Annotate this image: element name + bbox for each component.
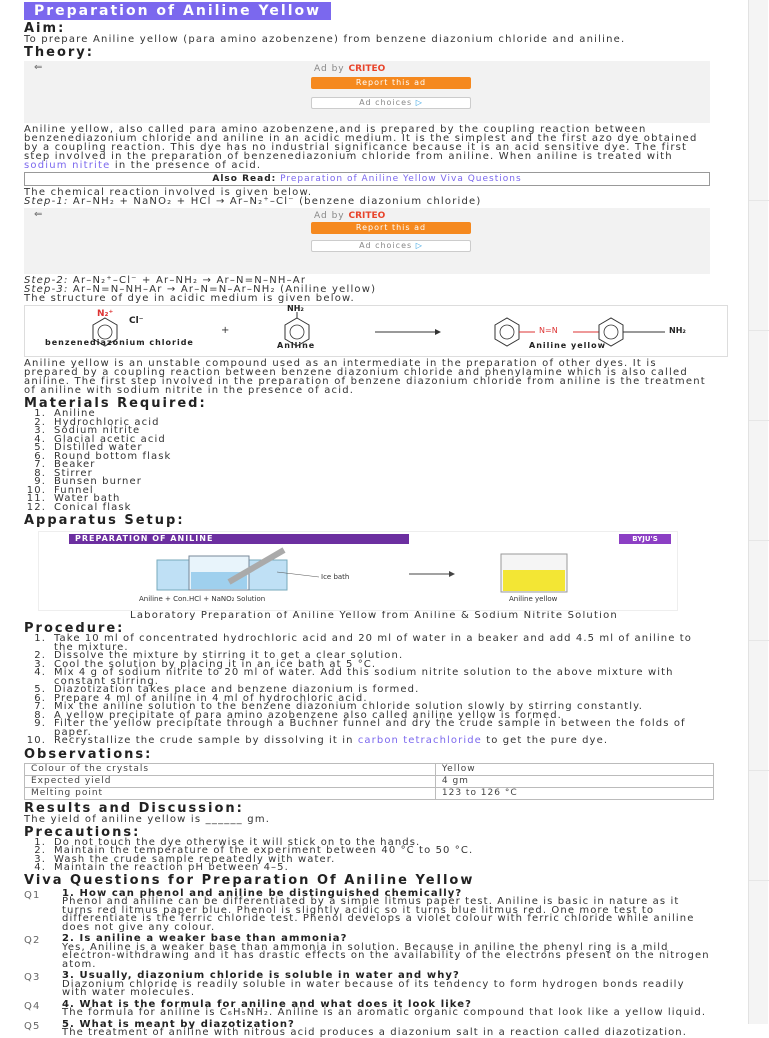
apparatus-heading: Apparatus Setup: bbox=[24, 513, 185, 528]
list-number: 1. bbox=[34, 408, 46, 419]
list-item-text: Aniline bbox=[54, 408, 96, 419]
nn-label: N=N bbox=[539, 326, 558, 335]
list-number: 2. bbox=[34, 845, 46, 856]
left-beaker-label: Aniline + Con.HCl + NaNO₂ Solution bbox=[139, 595, 266, 603]
list-number: 7. bbox=[34, 459, 46, 470]
viva-question: 4. What is the formula for aniline and what does it look like? bbox=[62, 998, 473, 1010]
list-item-text: Sodium nitrite bbox=[54, 425, 141, 436]
list-number: 3. bbox=[34, 658, 46, 670]
list-item-text: Mix the aniline solution to the benzene diazonium chloride solution slowly by stirring constantly. bbox=[54, 701, 644, 712]
table-row bbox=[25, 775, 714, 787]
viva-content bbox=[62, 1018, 688, 1038]
list-number: 5. bbox=[34, 442, 46, 453]
aniline-yellow-liquid bbox=[503, 570, 565, 591]
plus-sign: + bbox=[221, 325, 230, 336]
list-item-text: Funnel bbox=[54, 484, 94, 496]
viva-number: Q2 bbox=[24, 935, 41, 946]
viva-content bbox=[62, 972, 711, 998]
viva-answer: The treatment of aniline with nitrous acid produces a diazonium salt in a reaction called diazotization. bbox=[62, 1027, 688, 1038]
list-number: 2. bbox=[34, 650, 46, 661]
theory-paragraph-2: Aniline yellow is an unstable compound used as an intermediate in the preparation of other dyes. It is prepared by a coupling reaction between benzene diazonium chloride and phenylamine which is also called aniline. The first step involved in the preparation of benzene diazonium chloride from aniline is the treatment of aniline with sodium nitrite in the presence of acid. bbox=[24, 358, 706, 396]
viva-content bbox=[62, 998, 707, 1018]
list-item-text: Bunsen burner bbox=[54, 476, 142, 487]
list-item-text: Maintain the temperature of the experiment between 40 °C to 50 °C. bbox=[54, 845, 474, 856]
list-item-text: Mix 4 g of sodium nitrite to 20 ml of water. Add this sodium nitrite solution to the above mixture with constant stirring. bbox=[54, 667, 674, 687]
list-number: 1. bbox=[34, 633, 46, 644]
viva-number: Q1 bbox=[24, 889, 41, 901]
label-aniline: Aniline bbox=[277, 341, 316, 350]
list-number: 9. bbox=[34, 476, 46, 487]
table-cell: Melting point bbox=[25, 787, 436, 799]
list-item-text: Round bottom flask bbox=[54, 450, 172, 462]
list-item-text: Dissolve the mixture by stirring it to get a clear solution. bbox=[54, 650, 404, 661]
list-number: 8. bbox=[34, 709, 46, 721]
ad-choices-button[interactable]: Ad choices ▷ bbox=[311, 240, 471, 252]
ice-bath-label: Ice bath bbox=[321, 573, 350, 581]
table-cell: 123 to 126 °C bbox=[435, 787, 713, 799]
list-item-text: Beaker bbox=[54, 459, 96, 470]
table-cell: Colour of the crystals bbox=[25, 763, 436, 775]
viva-content bbox=[62, 935, 711, 969]
table-row bbox=[25, 787, 714, 799]
reaction-diagram bbox=[24, 305, 728, 357]
list-number: 5. bbox=[34, 684, 46, 695]
table-row bbox=[25, 763, 714, 775]
list-item bbox=[24, 501, 711, 513]
ad-block-2 bbox=[24, 208, 710, 274]
list-item bbox=[24, 450, 711, 462]
theory-heading: Theory: bbox=[24, 45, 94, 60]
results-text: The yield of aniline yellow is ______ gm. bbox=[24, 813, 271, 825]
reaction-svg bbox=[25, 306, 729, 358]
reaction-intro: The chemical reaction involved is given below. bbox=[24, 187, 313, 198]
setup-arrow-head bbox=[449, 571, 455, 577]
viva-question: 1. How can phenol and aniline be distinguished chemically? bbox=[62, 887, 463, 899]
right-sidebar bbox=[748, 0, 768, 1024]
list-number: 10. bbox=[26, 735, 46, 746]
list-number: 6. bbox=[34, 692, 46, 704]
sodium-nitrite-link[interactable]: sodium nitrite bbox=[24, 160, 111, 171]
nh2-right-label: NH₂ bbox=[669, 326, 686, 335]
observations-table bbox=[24, 763, 714, 800]
results-heading: Results and Discussion: bbox=[24, 800, 244, 816]
report-ad-button[interactable]: Report this ad bbox=[311, 222, 471, 234]
viva-item bbox=[24, 1018, 711, 1038]
benzene-ring-2-inner bbox=[290, 325, 304, 339]
ad-choices-icon: ▷ bbox=[415, 241, 423, 250]
viva-question: 3. Usually, diazonium chloride is soluble in water and why? bbox=[62, 970, 460, 981]
list-number: 4. bbox=[34, 667, 46, 678]
list-item-text: Water bath bbox=[54, 493, 121, 504]
list-item bbox=[24, 737, 711, 746]
report-ad-button[interactable]: Report this ad bbox=[311, 77, 471, 89]
list-item-text: Stirrer bbox=[54, 467, 93, 479]
viva-question: 5. What is meant by diazotization? bbox=[62, 1018, 295, 1030]
list-item-text: Cool the solution by placing it in an ice bath at 5 °C. bbox=[54, 658, 377, 670]
viva-content bbox=[62, 887, 711, 933]
viva-answer: The formula for aniline is C₆H₅NH₂. Aniline is an aromatic organic compound that look like a yellow liquid. bbox=[62, 1007, 707, 1018]
step-2: Step-2: Ar–N₂⁺–Cl⁻ + Ar–NH₂ → Ar–N=N–NH–Ar bbox=[24, 275, 307, 286]
list-number: 6. bbox=[34, 450, 46, 462]
viva-item bbox=[24, 887, 711, 933]
list-item-text: Distilled water bbox=[54, 442, 143, 453]
list-item-text: Wash the crude sample repeatedly with water. bbox=[54, 853, 336, 865]
list-item-text: Prepare 4 ml of aniline in 4 ml of hydrochloric acid. bbox=[54, 692, 368, 704]
nh2-label: NH₂ bbox=[287, 304, 304, 313]
list-item bbox=[24, 864, 711, 873]
step10-end: to get the pure dye. bbox=[486, 735, 609, 746]
step-3: Step-3: Ar–N=N–NH–Ar → Ar–N=N–Ar–NH₂ (Aniline yellow) bbox=[24, 284, 377, 295]
ad-by-label: Ad by CRITEO bbox=[314, 64, 386, 74]
benzene-ring-3-inner bbox=[500, 325, 514, 339]
viva-item bbox=[24, 935, 711, 969]
page-title: Preparation of Aniline Yellow bbox=[24, 2, 331, 20]
viva-answer: Yes, Aniline is a weaker base than ammonia in solution. Because in aniline the phenyl ring is a mild electron-withdrawing and it has drastic effects on the availability of the electrons present on the nitrogen atom. bbox=[62, 941, 710, 970]
list-number: 2. bbox=[34, 416, 46, 428]
list-number: 9. bbox=[34, 718, 46, 729]
label-aniline-yellow: Aniline yellow bbox=[529, 341, 607, 350]
step-1: Step-1: Ar–NH₂ + NaNO₂ + HCl → Ar–N₂⁺–Cl⁻ (benzene diazonium chloride) bbox=[24, 196, 482, 207]
list-item-text: Do not touch the dye otherwise it will stick on to the hands. bbox=[54, 836, 421, 848]
n2-label: N₂⁺ bbox=[97, 309, 114, 319]
viva-heading: Viva Questions for Preparation Of Aniline Yellow bbox=[24, 872, 475, 888]
list-item bbox=[24, 478, 711, 487]
ad-block-1 bbox=[24, 61, 710, 123]
list-item-text: Hydrochloric acid bbox=[54, 416, 160, 428]
viva-number: Q5 bbox=[24, 1020, 41, 1032]
benzene-ring-1-inner bbox=[98, 325, 112, 339]
apparatus-svg bbox=[39, 532, 679, 612]
also-read-link[interactable]: Preparation of Aniline Yellow Viva Questions bbox=[280, 174, 522, 184]
benzene-ring-3 bbox=[495, 318, 519, 346]
list-item bbox=[24, 461, 711, 470]
viva-list bbox=[24, 887, 711, 1038]
viva-number: Q3 bbox=[24, 972, 41, 983]
procedure-list bbox=[24, 635, 711, 746]
materials-list bbox=[24, 410, 711, 512]
viva-question: 2. Is aniline a weaker base than ammonia? bbox=[62, 933, 348, 944]
also-read-box: Also Read: Preparation of Aniline Yellow Viva Questions bbox=[24, 172, 710, 186]
list-item-text: Filter the yellow precipitate through a Buchner funnel and dry the crude sample in between the folds of paper. bbox=[54, 718, 686, 738]
ad-back-arrow-icon[interactable]: ⇐ bbox=[34, 62, 43, 73]
procedure-heading: Procedure: bbox=[24, 621, 125, 636]
aim-heading: Aim: bbox=[24, 21, 66, 36]
ad-choices-icon: ▷ bbox=[415, 98, 423, 107]
criteo-logo: CRITEO bbox=[348, 64, 386, 74]
table-cell: Yellow bbox=[435, 763, 713, 775]
ad-choices-button[interactable]: Ad choices ▷ bbox=[311, 97, 471, 109]
structure-text: The structure of dye in acidic medium is given below. bbox=[24, 293, 355, 304]
ad-by-label: Ad by CRITEO bbox=[314, 211, 386, 221]
list-number: 4. bbox=[34, 433, 46, 445]
list-item-text: Recrystallize the crude sample by dissolving it in bbox=[54, 735, 354, 746]
benzene-ring-4-inner bbox=[604, 325, 618, 339]
viva-item bbox=[24, 972, 711, 998]
viva-item bbox=[24, 998, 711, 1018]
list-item-text: Conical flask bbox=[54, 501, 132, 513]
viva-answer: Diazonium chloride is readily soluble in water because of its tendency to form hydrogen bonds readily with water molecules. bbox=[62, 978, 685, 998]
precautions-list bbox=[24, 836, 711, 873]
materials-heading: Materials Required: bbox=[24, 396, 207, 411]
table-cell: Expected yield bbox=[25, 775, 436, 787]
list-number: 3. bbox=[34, 425, 46, 436]
ad-back-arrow-icon[interactable]: ⇐ bbox=[34, 209, 43, 220]
theory-paragraph: Aniline yellow, also called para amino azobenzene,and is prepared by the coupling reaction between benzenediazonium chloride and aniline in an acidic medium. It is the simplest and the first azo dye obtained by a coupling reaction. This dye has no industrial significance because it is an acid sensitive dye. The first step involved in the preparation of benzenediazonium chloride from aniline. When aniline is treated with sodium nitrite in the presence of acid. bbox=[24, 124, 698, 171]
apparatus-banner: PREPARATION OF ANILINE bbox=[69, 534, 409, 544]
criteo-logo: CRITEO bbox=[348, 211, 386, 221]
list-item-text: Glacial acetic acid bbox=[54, 433, 166, 445]
aim-text: To prepare Aniline yellow (para amino azobenzene) from benzene diazonium chloride and aniline. bbox=[24, 34, 626, 45]
viva-number: Q4 bbox=[24, 1000, 41, 1012]
apparatus-figure bbox=[38, 531, 678, 611]
list-number: 4. bbox=[34, 862, 46, 873]
list-number: 1. bbox=[34, 836, 46, 848]
list-number: 12. bbox=[26, 501, 46, 513]
reaction-arrow-head bbox=[435, 329, 441, 335]
list-number: 7. bbox=[34, 701, 46, 712]
observations-heading: Observations: bbox=[24, 746, 153, 762]
apparatus-caption: Laboratory Preparation of Aniline Yellow from Aniline & Sodium Nitrite Solution bbox=[130, 610, 618, 621]
list-number: 3. bbox=[34, 853, 46, 865]
carbon-tetrachloride-link[interactable]: carbon tetrachloride bbox=[357, 735, 482, 746]
list-item-text: Take 10 ml of concentrated hydrochloric acid and 20 ml of water in a beaker and add 4.5 ml of aniline to the mixture. bbox=[54, 633, 692, 653]
list-item bbox=[24, 484, 711, 496]
list-number: 8. bbox=[34, 467, 46, 479]
list-number: 11. bbox=[26, 493, 46, 504]
precautions-heading: Precautions: bbox=[24, 824, 141, 840]
list-item-text: Maintain the reaction pH between 4–5. bbox=[54, 862, 289, 873]
table-cell: 4 gm bbox=[435, 775, 713, 787]
list-number: 10. bbox=[26, 484, 46, 496]
label-benzenediazonium: benzenediazonium chloride bbox=[45, 338, 194, 347]
cl-label: Cl⁻ bbox=[129, 316, 144, 326]
viva-answer: Phenol and aniline can be differentiated by a simple litmus paper test. Aniline is basic in nature as it turns red litmus paper blue. Phenol is slightly acidic so it turns blue litmus red. One more test to differentiate is the ferric chloride test. Phenol develops a violet colour with ferric chloride while aniline does not give any colour. bbox=[62, 896, 695, 933]
right-beaker-label: Aniline yellow bbox=[509, 595, 558, 603]
list-item-text: A yellow precipitate of para amino azobenzene also called aniline yellow is formed. bbox=[54, 709, 562, 721]
byjus-logo: BYJU'S bbox=[619, 534, 671, 544]
list-item-text: Diazotization takes place and benzene diazonium is formed. bbox=[54, 684, 420, 695]
